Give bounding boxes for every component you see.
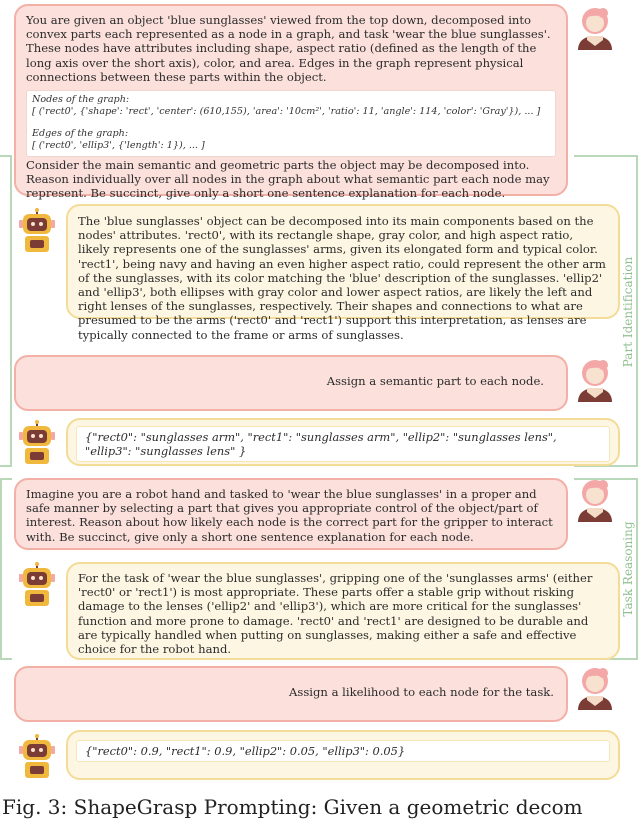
robot-avatar-icon	[18, 420, 56, 464]
user-avatar-icon	[576, 6, 614, 50]
bot-message-likelihoods	[66, 730, 620, 780]
likelihood-json: {"rect0": 0.9, "rect1": 0.9, "ellip2": 0.05, "ellip3": 0.05}	[76, 740, 610, 762]
edges-label: Edges of the graph:	[32, 128, 129, 140]
robot-avatar-icon	[18, 734, 56, 778]
user-message-text: You are given an object 'blue sunglasses' viewed from the top down, decomposed into convex parts each represented as a node in a graph, and task 'wear the blue sunglasses'. These nodes have attributes including shape, aspect ratio (defined as the length of the long axis over the short axis), color, and area. Edges in the graph represent physical connections between these parts within the object.	[26, 13, 551, 84]
bot-message-text: For the task of 'wear the blue sunglasses', gripping one of the 'sunglasses arms' (either 'rect0' or 'rect1') is most appropriate. These parts offer a stable grip without risking damage to the lenses ('ellip2' and 'ellip3'), which are more critical for the sunglasses' function and more prone to damage. 'rect0' and 'rect1' are designed to be durable and are typically handled when putting on sunglasses, making either a safe and effective choice for the robot hand.	[78, 571, 593, 657]
bot-message-text: The 'blue sunglasses' object can be decomposed into its main components based on the nodes' attributes. 'rect0', with its rectangle shape, gray color, and high aspect ratio, likely represents one of the sunglasses' arms, given its elongated form and typical color. 'rect1', being navy and having an even higher aspect ratio, could represent the other arm of the sunglasses, with its color matching the 'blue' description of the sunglasses. 'ellip2' and 'ellip3', both ellipses with gray color and lower aspect ratios, are likely the left and right lenses of the sunglasses, respectively. Their shapes and connections to what are presumed to be the arms ('rect0' and 'rect1') support this interpretation, as lenses are typically connected to the frame or arms of sunglasses.	[78, 214, 606, 342]
nodes-label: Nodes of the graph:	[32, 94, 130, 106]
nodes-value: [ ('rect0', {'shape': 'rect', 'center': (610,155), 'area': '10cm²', 'ratio': 11, 'angle': 114, 'color': 'Gray'}), ... ]	[32, 106, 541, 118]
user-message-task-prompt	[14, 478, 568, 550]
task-reasoning-bracket-left	[0, 478, 12, 660]
robot-avatar-icon	[18, 562, 56, 606]
user-message-text: Assign a semantic part to each node.	[326, 374, 544, 388]
user-message-graph-prompt	[14, 4, 568, 201]
part-identification-bracket-left	[0, 155, 12, 467]
graph-description-box	[26, 90, 556, 157]
user-avatar-icon	[576, 666, 614, 710]
part-identification-label: Part Identification	[621, 256, 635, 368]
user-message-assign-part	[14, 355, 568, 411]
robot-avatar-icon	[18, 208, 56, 252]
user-avatar-icon	[576, 358, 614, 402]
bot-message-part-reasoning	[66, 204, 620, 342]
user-message-text: Imagine you are a robot hand and tasked to 'wear the blue sunglasses' in a proper and safe manner by selecting a part that gives you appropriate control of the object/part of interest. Reason about how likely each node is the correct part for the gripper to interact with. Be succinct, give only a short one sentence explanation for each node.	[26, 487, 553, 544]
user-message-instruction: Consider the main semantic and geometric parts the object may be decomposed into. Reason individually over all nodes in the graph about what semantic part each node may represent. Be succinct, give only a short one sentence explanation for each node.	[26, 158, 550, 201]
figure-caption: Fig. 3: ShapeGrasp Prompting: Given a geometric decom	[2, 795, 583, 819]
user-message-assign-likelihood	[14, 666, 568, 722]
user-message-text: Assign a likelihood to each node for the task.	[289, 685, 554, 699]
task-reasoning-label: Task Reasoning	[621, 521, 635, 617]
edges-value: [ ('rect0', 'ellip3', {'length': 1}), ... ]	[32, 140, 205, 152]
bot-message-part-assignment	[66, 418, 620, 466]
part-assignment-json: {"rect0": "sunglasses arm", "rect1": "sunglasses arm", "ellip2": "sunglasses lens", "ellip3": "sunglasses lens" }	[76, 426, 610, 462]
bot-message-task-reasoning	[66, 562, 620, 660]
user-avatar-icon	[576, 478, 614, 522]
